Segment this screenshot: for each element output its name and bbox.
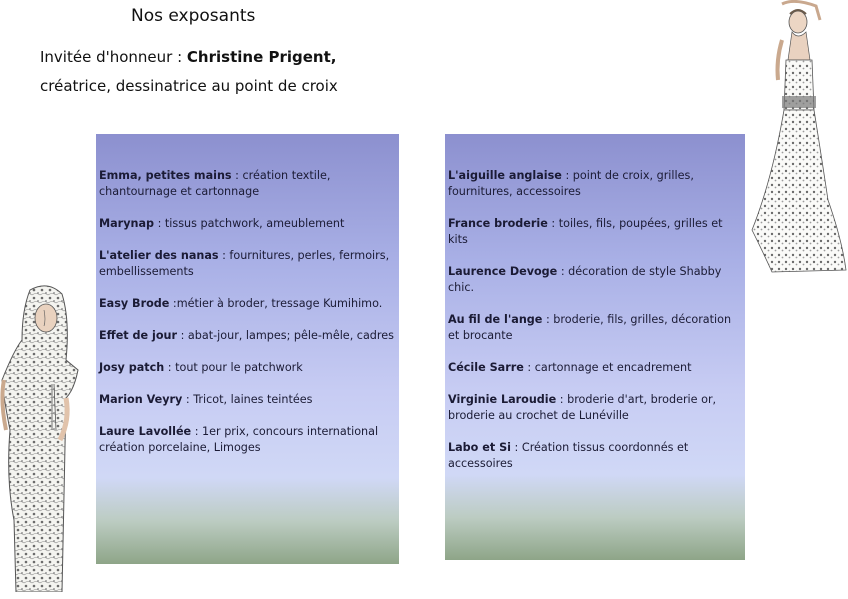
list-item <box>99 168 397 200</box>
list-item <box>99 296 397 312</box>
list-item <box>448 216 743 248</box>
exhibitor-desc: : tissus patchwork, ameublement <box>154 217 345 230</box>
exhibitor-name: Effet de jour <box>99 329 178 342</box>
exhibitor-name: France broderie <box>448 217 548 230</box>
exhibitors-panel-right <box>445 134 745 560</box>
guest-name: Christine Prigent, <box>186 48 337 66</box>
page-title: Nos exposants <box>131 6 256 26</box>
exhibitor-desc: : tout pour le patchwork <box>164 361 303 374</box>
exhibitor-desc: : point de croix, grilles, fournitures, accessoires <box>448 169 694 198</box>
exhibitor-desc: : broderie, fils, grilles, décoration et brocante <box>448 313 732 342</box>
list-item <box>448 168 743 200</box>
exhibitor-name: L'aiguille anglaise <box>448 169 562 182</box>
list-item <box>99 328 397 344</box>
exhibitors-panel-left <box>96 134 399 564</box>
guest-of-honour <box>40 43 420 101</box>
exhibitor-desc: : toiles, fils, poupées, grilles et kits <box>448 217 723 246</box>
exhibitor-name: Au fil de l'ange <box>448 313 543 326</box>
list-item <box>99 392 397 408</box>
fashion-illustration-left <box>0 280 90 592</box>
exhibitor-desc: : abat-jour, lampes; pêle-mêle, cadres <box>177 329 394 342</box>
list-item <box>99 216 397 232</box>
list-item <box>448 440 743 472</box>
exhibitors-list-left <box>96 134 399 456</box>
list-item <box>448 392 743 424</box>
fashion-illustration-right <box>742 0 848 280</box>
exhibitor-desc: : Tricot, laines teintées <box>182 393 313 406</box>
exhibitor-name: Cécile Sarre <box>448 361 524 374</box>
exhibitor-desc: : décoration de style Shabby chic. <box>448 265 722 294</box>
exhibitor-name: Laurence Devoge <box>448 265 558 278</box>
exhibitor-desc: : création textile, chantournage et cartonnage <box>99 169 331 198</box>
exhibitor-name: Emma, petites mains <box>99 169 232 182</box>
exhibitor-name: Marynap <box>99 217 155 230</box>
exhibitor-name: Labo et Si <box>448 441 511 454</box>
list-item <box>99 424 397 456</box>
list-item <box>448 360 743 376</box>
list-item <box>448 312 743 344</box>
exhibitors-list-right <box>445 134 745 472</box>
exhibitor-name: Virginie Laroudie <box>448 393 557 406</box>
guest-prefix: Invitée d'honneur : <box>40 48 187 66</box>
exhibitor-desc: : Création tissus coordonnés et accessoires <box>448 441 689 470</box>
exhibitor-name: Easy Brode <box>99 297 170 310</box>
exhibitor-desc: : fournitures, perles, fermoirs, embellissements <box>99 249 390 278</box>
guest-role: créatrice, dessinatrice au point de croix <box>40 77 338 95</box>
exhibitor-name: Josy patch <box>99 361 165 374</box>
exhibitor-desc: : 1er prix, concours international création porcelaine, Limoges <box>99 425 379 454</box>
list-item <box>99 360 397 376</box>
list-item <box>99 248 397 280</box>
exhibitor-name: Laure Lavollée <box>99 425 192 438</box>
exhibitor-desc: : cartonnage et encadrement <box>523 361 692 374</box>
list-item <box>448 264 743 296</box>
exhibitor-desc: :métier à broder, tressage Kumihimo. <box>169 297 383 310</box>
exhibitor-desc: : broderie d'art, broderie or, broderie au crochet de Lunéville <box>448 393 717 422</box>
exhibitor-name: L'atelier des nanas <box>99 249 219 262</box>
exhibitor-name: Marion Veyry <box>99 393 183 406</box>
